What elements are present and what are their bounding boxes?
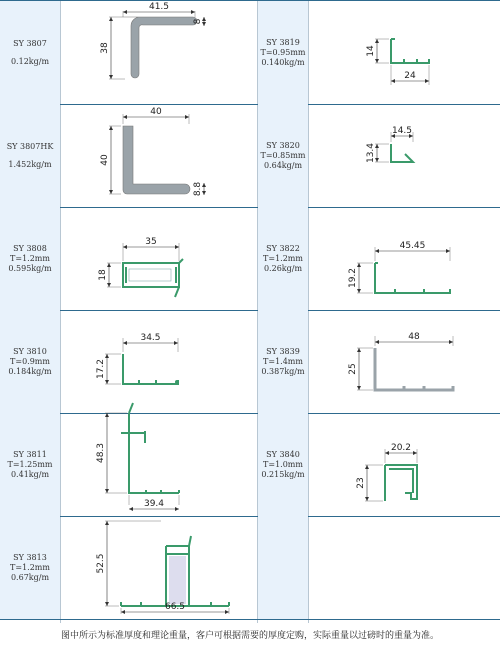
spec-line: T=1.4mm <box>263 356 303 366</box>
spec-line: T=1.0mm <box>263 459 303 469</box>
model-number: SY 3822 <box>266 243 300 253</box>
spec-line: 0.215kg/m <box>261 469 305 479</box>
dim-height: 23 <box>356 477 366 489</box>
profile-drawing <box>309 104 500 207</box>
dim-width: 48 <box>408 332 420 342</box>
profile-label <box>0 104 60 207</box>
profile-shape <box>123 263 179 287</box>
dim-thickness: 8.8 <box>193 181 203 197</box>
dim-width: 66.5 <box>164 602 186 612</box>
profile-shape <box>121 403 179 493</box>
spec-line: T=1.2mm <box>10 253 50 263</box>
profile-drawing <box>61 516 257 619</box>
dim-height: 40 <box>100 154 110 166</box>
dim-height: 38 <box>100 42 110 54</box>
dim-width: 20.2 <box>390 443 412 453</box>
profile-label <box>0 516 60 619</box>
dim-width: 24 <box>404 71 416 81</box>
profile-drawing <box>309 207 500 310</box>
dim-height: 17.2 <box>96 358 106 380</box>
dim-height: 18 <box>98 269 108 281</box>
model-number: SY 3839 <box>266 346 300 356</box>
spec-line: T=1.25mm <box>7 459 53 469</box>
dim-width: 34.5 <box>140 333 161 343</box>
model-number: SY 3813 <box>13 552 47 562</box>
profile-label <box>0 413 60 516</box>
spec-line: 0.140kg/m <box>261 57 305 67</box>
profile-drawing <box>61 413 257 516</box>
profile-drawing <box>309 310 500 413</box>
profile-label <box>258 207 308 310</box>
spec-line: T=1.2mm <box>263 253 303 263</box>
dim-height: 52.5 <box>96 553 106 574</box>
model-number: SY 3807HK <box>6 141 54 151</box>
profile-shape <box>391 39 429 63</box>
spec-line: T=0.9mm <box>10 356 50 366</box>
spec-line: T=0.85mm <box>260 150 306 160</box>
dim-thickness: 8 <box>193 18 203 25</box>
dim-height: 13.4 <box>366 142 376 164</box>
profile-drawing <box>309 413 500 516</box>
profile-shape <box>391 144 413 162</box>
profile-label <box>258 413 308 516</box>
spec-line: 1.452kg/m <box>8 159 52 169</box>
dim-height: 14 <box>366 45 376 57</box>
profile-label <box>0 1 60 104</box>
dim-width: 41.5 <box>148 2 170 12</box>
profile-label <box>0 207 60 310</box>
profile-shape <box>123 354 178 384</box>
model-number: SY 3810 <box>13 346 47 356</box>
table-row <box>0 104 500 208</box>
profile-drawing <box>61 310 257 413</box>
profile-label <box>258 310 308 413</box>
profile-drawing <box>61 207 257 310</box>
spec-line: 0.41kg/m <box>10 469 50 479</box>
spec-line: 0.67kg/m <box>10 572 50 582</box>
spec-line: 0.184kg/m <box>8 366 52 376</box>
model-number: SY 3819 <box>266 37 300 47</box>
table-row <box>0 207 500 311</box>
footer-note: 图中所示为标准厚度和理论重量，客户可根据需要的厚度定购，实际重量以过磅时的重量为准。 <box>60 631 439 641</box>
profile-shape <box>123 126 190 194</box>
spec-line: 0.387kg/m <box>261 366 305 376</box>
profile-label <box>258 1 308 104</box>
model-number: SY 3808 <box>13 243 47 253</box>
table-row <box>0 1 500 105</box>
spec-line: 0.595kg/m <box>8 263 52 273</box>
dim-width: 45.45 <box>399 241 426 251</box>
profile-label <box>258 516 308 619</box>
dim-width: 39.4 <box>143 499 165 509</box>
dim-width: 35 <box>145 237 157 247</box>
profile-drawing <box>309 1 500 104</box>
table-row <box>0 310 500 414</box>
dim-width: 14.5 <box>391 126 413 136</box>
model-number: SY 3820 <box>266 140 300 150</box>
profile-label <box>0 310 60 413</box>
dim-height: 25 <box>348 363 358 375</box>
model-number: SY 3807 <box>13 38 47 48</box>
spec-line: 0.26kg/m <box>263 263 303 273</box>
profile-label <box>258 104 308 207</box>
model-number: SY 3840 <box>266 449 300 459</box>
spec-line: T=1.2mm <box>10 562 50 572</box>
spec-line: 0.64kg/m <box>263 160 303 170</box>
profile-shape <box>385 465 417 501</box>
profile-drawing <box>309 516 500 619</box>
profile-shape <box>375 263 450 293</box>
model-number: SY 3811 <box>13 449 47 459</box>
table-row <box>0 413 500 517</box>
dim-height: 19.2 <box>348 267 358 289</box>
table-row <box>0 516 500 620</box>
profile-shape <box>375 348 453 390</box>
spec-line: T=0.95mm <box>260 47 306 57</box>
dim-height: 48.3 <box>96 442 106 464</box>
spec-line: 0.12kg/m <box>10 56 50 66</box>
profile-drawing <box>61 1 257 104</box>
dim-width: 40 <box>150 107 162 117</box>
profile-drawing <box>61 104 257 207</box>
profile-shape <box>125 17 197 78</box>
